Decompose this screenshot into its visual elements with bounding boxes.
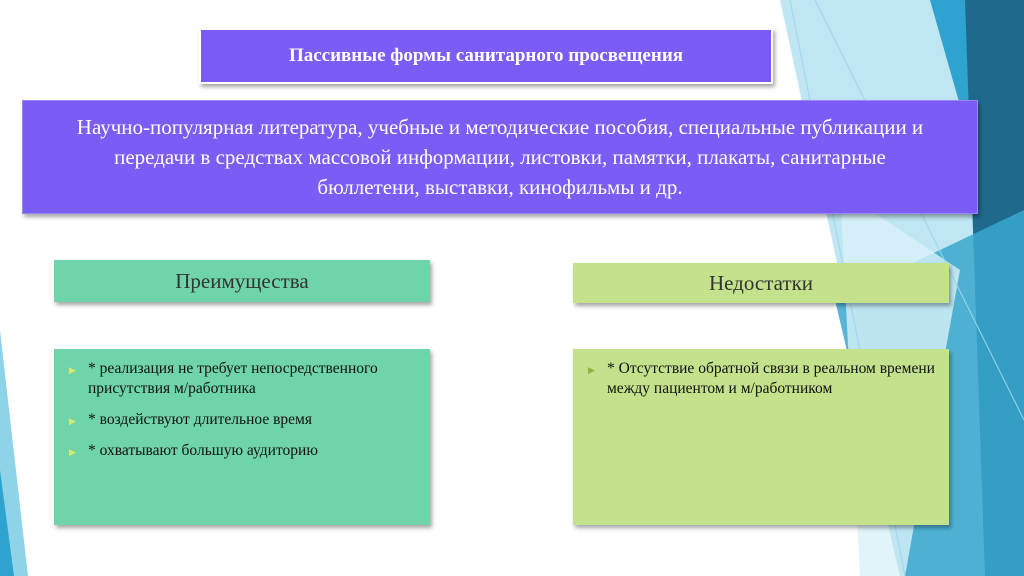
slide-title xyxy=(199,28,773,84)
description-box xyxy=(22,100,978,214)
triangle-right-icon: ▶ xyxy=(69,447,76,457)
advantages-list xyxy=(54,349,430,525)
list-item xyxy=(68,441,418,461)
list-item xyxy=(68,359,418,399)
advantage-item-text: * охватывают большую аудиторию xyxy=(88,442,318,459)
advantage-item-text: * воздействуют длительное время xyxy=(88,411,312,428)
triangle-right-icon: ▶ xyxy=(69,416,76,426)
advantages-header xyxy=(54,260,430,302)
disadvantage-item-text: * Отсутствие обратной связи в реальном времени между пациентом и м/работником xyxy=(607,360,935,397)
disadvantages-header xyxy=(573,263,949,303)
disadvantages-header-text: Недостатки xyxy=(708,270,814,295)
slide-title-text: Пассивные формы санитарного просвещения xyxy=(288,45,684,66)
advantage-item-text: * реализация не требует непосредственного присутствия м/работника xyxy=(88,360,378,397)
list-item xyxy=(587,359,937,399)
description-text: Научно-популярная литература, учебные и методические пособия, специальные публикации и передачи в средствах массовой информации, листовки, памятки, плакаты, санитарные бюллетени, выставки, кинофильмы и др. xyxy=(76,115,924,199)
triangle-right-icon: ▶ xyxy=(588,365,595,375)
advantages-header-text: Преимущества xyxy=(175,268,309,293)
disadvantages-list xyxy=(573,349,949,525)
triangle-right-icon: ▶ xyxy=(69,365,76,375)
list-item xyxy=(68,410,418,430)
